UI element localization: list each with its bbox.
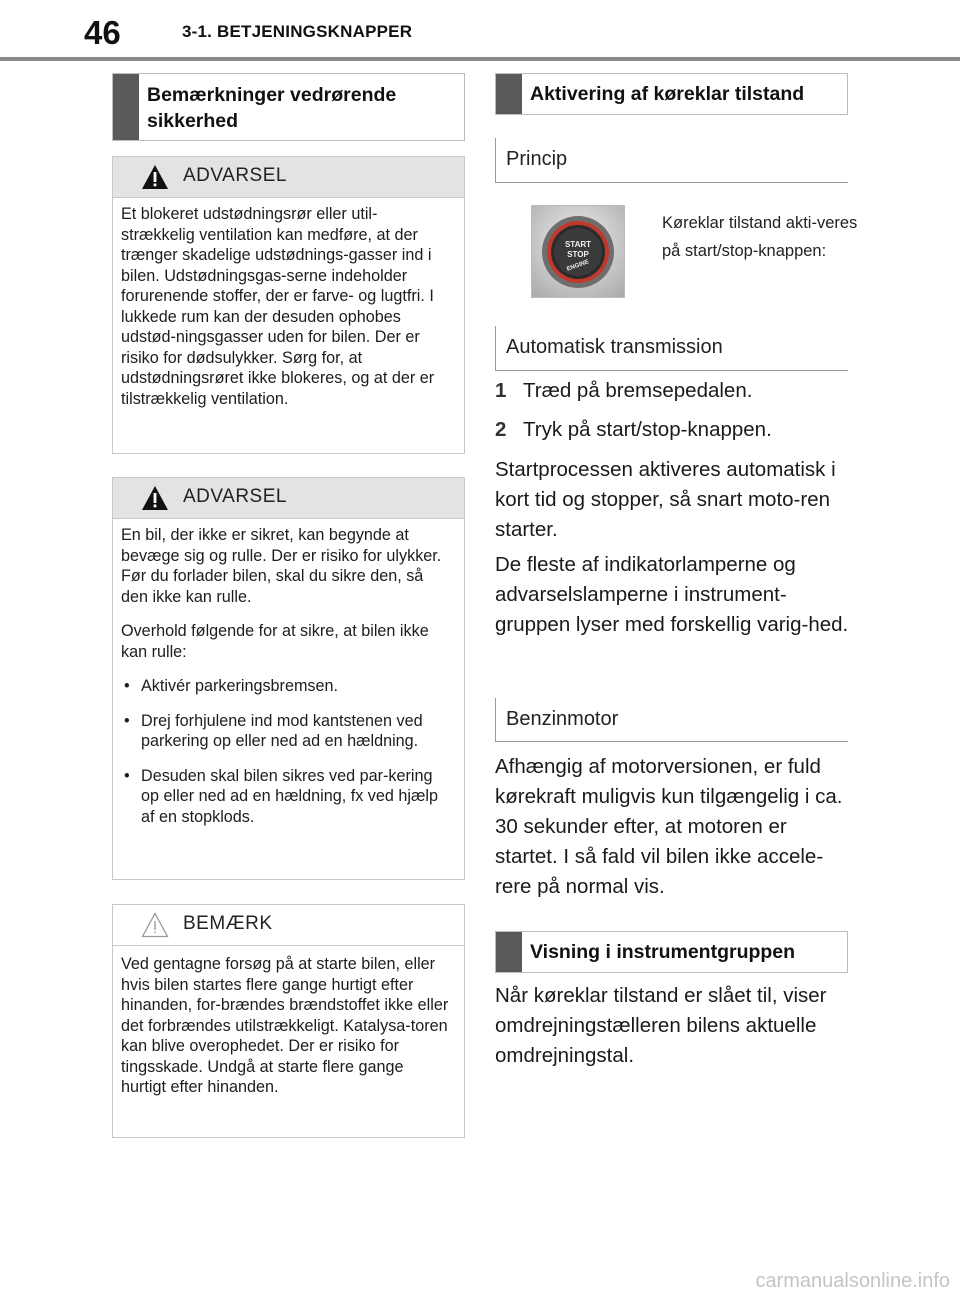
button-stop-label: STOP (567, 250, 589, 259)
warning-triangle-icon (141, 164, 169, 195)
warning-header (113, 157, 464, 198)
heading-bar (496, 932, 522, 972)
header-rule (0, 57, 960, 61)
warning-bullet-list (121, 676, 450, 827)
bullet-item: • Desuden skal bilen sikres ved par-kering op eller ned ad en hældning, fx ved hjælp af en stopklods. (121, 766, 450, 828)
section-heading-text: Visning i instrumentgruppen (530, 941, 796, 963)
paragraph-lamps (495, 550, 850, 640)
subheading-text: Princip (506, 148, 568, 170)
warning-box-rolling (112, 477, 465, 880)
page-number: 46 (84, 14, 121, 51)
start-stop-button-icon (532, 206, 624, 297)
steps-list (495, 376, 850, 445)
section-heading-text: Bemærkninger vedrørende sikkerhed (147, 84, 397, 132)
subheading-text: Benzinmotor (506, 708, 619, 730)
note-text: Ved gentagne forsøg på at starte bilen, eller hvis bilen startes flere gange hurtigt efter hinanden, for-brændes brændstoffet ikke eller det forbrændes utilstrækkeligt. Katalysa-toren kan blive overophedet. Der er risiko for tingsskade. Undgå at starte flere gange hurtigt efter hinanden. (121, 955, 449, 1096)
warning-body (113, 519, 464, 827)
watermark-text: carmanualsonline.info (755, 1270, 950, 1292)
bullet-item: • Drej forhjulene ind mod kantstenen ved parkering op eller ned ad en hældning. (121, 711, 450, 752)
image-caption: Køreklar tilstand akti-veres på start/stop-knappen: (662, 214, 858, 260)
note-header (113, 905, 464, 946)
warning-title: ADVARSEL (183, 486, 287, 507)
note-title: BEMÆRK (183, 913, 273, 934)
heading-bar (113, 74, 139, 140)
step-item (495, 376, 850, 406)
subheading-text: Automatisk transmission (506, 336, 723, 358)
warning-paragraph: En bil, der ikke er sikret, kan begynde at bevæge sig og rulle. Der er risiko for ulykker. Før du forlader bilen, skal du sikre den, så den ikke kan rulle. (121, 526, 442, 606)
paragraph-petrol (495, 752, 850, 902)
caution-outline-icon (141, 912, 169, 943)
step-text: Tryk på start/stop-knappen. (523, 418, 772, 441)
paragraph-text: De fleste af indikatorlamperne og advarselslamperne i instrument-gruppen lyser med forskellig varig-hed. (495, 553, 849, 636)
section-heading-ready-state (495, 73, 848, 115)
note-box (112, 904, 465, 1138)
warning-body (113, 198, 464, 409)
heading-bar (496, 74, 522, 114)
chapter-title: 3-1. BETJENINGSKNAPPER (182, 22, 413, 41)
start-stop-button-image (531, 205, 625, 298)
warning-header (113, 478, 464, 519)
bullet-item: • Aktivér parkeringsbremsen. (121, 676, 450, 697)
note-body (113, 946, 464, 1098)
paragraph-text: Afhængig af motorversionen, er fuld kørekraft muligvis kun tilgængelig i ca. 30 sekunder efter, at motoren er startet. I så fald vil bilen ikke accele-rere på normal vis. (495, 755, 843, 898)
step-number: 2 (495, 418, 507, 441)
warning-box-exhaust (112, 156, 465, 454)
warning-paragraph: Overhold følgende for at sikre, at bilen ikke kan rulle: (121, 622, 429, 661)
paragraph-display (495, 981, 850, 1071)
warning-title: ADVARSEL (183, 165, 287, 186)
section-heading-text: Aktivering af køreklar tilstand (530, 83, 805, 105)
paragraph-start-process (495, 455, 850, 545)
section-heading-safety (112, 73, 465, 141)
warning-triangle-icon (141, 485, 169, 516)
button-start-label: START (564, 240, 592, 249)
subheading-automatic (495, 326, 848, 371)
section-heading-display (495, 931, 848, 973)
paragraph-text: Når køreklar tilstand er slået til, viser omdrejningstælleren bilens aktuelle omdrejningstal. (495, 984, 827, 1067)
button-engine-label: ENGINE (566, 259, 590, 273)
step-text: Træd på bremsepedalen. (523, 379, 753, 402)
paragraph-text: Startprocessen aktiveres automatisk i kort tid og stopper, så snart moto-ren starter. (495, 458, 836, 541)
subheading-petrol (495, 698, 848, 742)
subheading-princip (495, 138, 848, 183)
step-item (495, 415, 850, 445)
warning-text: Et blokeret udstødningsrør eller util-strækkelig ventilation kan medføre, at der trænger skadelige udstødnings-gasser ind i bilen. Udstødningsgas-serne indeholder forurenende stoffer, der er farve- og lugtfri. I lukkede rum kan der desuden ophobes udstød-ningsgasser uden for bilen. Der er risiko for dødsulykker. Sørg for, at udstødningsrøret ikke blokeres, og at der er tilstrækkelig ventilation. (121, 205, 435, 408)
step-number: 1 (495, 379, 507, 402)
